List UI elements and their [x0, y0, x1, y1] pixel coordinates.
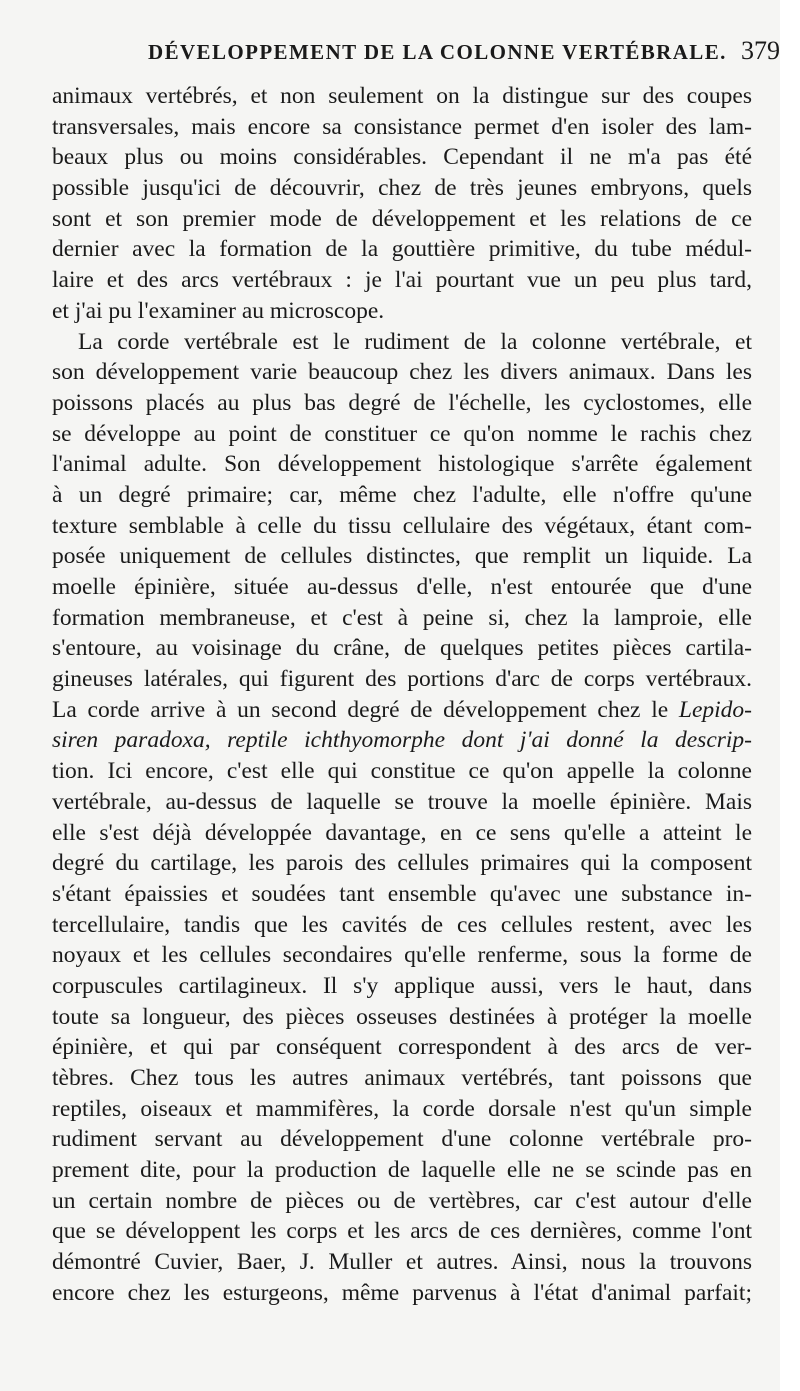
text-line: elle s'est déjà développée davantage, en ce sens qu'elle a atteint le: [52, 819, 752, 846]
text-line: et j'ai pu l'examiner au microscope.: [52, 297, 385, 324]
text-line: noyaux et les cellules secondaires qu'elle renferme, sous la forme de: [52, 942, 752, 969]
text-line: [52, 725, 752, 756]
italic-genus: siren: [52, 727, 99, 754]
body-text: [52, 81, 752, 1309]
text-line: texture semblable à celle du tissu cellulaire des végétaux, étant com-: [52, 512, 752, 539]
text-line: épinière, et qui par conséquent correspondent à des arcs de ver-: [52, 1034, 752, 1061]
text-line: un certain nombre de pièces ou de vertèbres, car c'est autour d'elle: [52, 1187, 752, 1214]
text-line: sont et son premier mode de développement et les relations de ce: [52, 205, 752, 232]
line-text: La corde arrive à un second degré de développement chez le: [52, 696, 679, 723]
text-line: posée uniquement de cellules distinctes, que remplit un liquide. La: [52, 543, 752, 570]
text-line: prement dite, pour la production de laquelle elle ne se scinde pas en: [52, 1157, 752, 1184]
text-line: [52, 695, 752, 726]
text-line: s'étant épaissies et soudées tant ensemble qu'avec une substance in-: [52, 880, 752, 907]
text-line: son développement varie beaucoup chez les divers animaux. Dans les: [52, 359, 752, 386]
running-title: DÉVELOPPEMENT DE LA COLONNE VERTÉBRALE.: [148, 40, 727, 64]
text-line: tercellulaire, tandis que les cavités de ces cellules restent, avec les: [52, 911, 752, 938]
text-line: degré du cartilage, les parois des cellules primaires qui la composent: [52, 850, 752, 877]
text-line: encore chez les esturgeons, même parvenus à l'état d'animal parfait;: [52, 1279, 752, 1306]
text-line: beaux plus ou moins considérables. Cependant il ne m'a pas été: [52, 144, 752, 171]
text-line: formation membraneuse, et c'est à peine si, chez la lamproie, elle: [52, 604, 752, 631]
text-line: La corde vertébrale est le rudiment de la colonne vertébrale, et: [78, 328, 752, 355]
running-header: [148, 36, 780, 76]
text-line: dernier avec la formation de la gouttière primitive, du tube médul-: [52, 236, 752, 263]
text-line: s'entoure, au voisinage du crâne, de quelques petites pièces cartila-: [52, 635, 752, 662]
text-line: démontré Cuvier, Baer, J. Muller et autres. Ainsi, nous la trouvons: [52, 1249, 752, 1276]
text-line: reptiles, oiseaux et mammifères, la corde dorsale n'est qu'un simple: [52, 1095, 752, 1122]
text-line: poissons placés au plus bas degré de l'échelle, les cyclostomes, elle: [52, 389, 752, 416]
text-line: moelle épinière, située au-dessus d'elle, n'est entourée que d'une: [52, 574, 752, 600]
text-line: transversales, mais encore sa consistance permet d'en isoler des lam-: [52, 113, 752, 140]
text-line: l'animal adulte. Son développement histologique s'arrête également: [52, 451, 752, 478]
italic-species-line-text: paradoxa, reptile ichthyomorphe dont j'ai donné la descrip-: [114, 727, 752, 754]
text-line: tion. Ici encore, c'est elle qui constitue ce qu'on appelle la colonne: [52, 758, 752, 785]
text-line: vertébrale, au-dessus de laquelle se trouve la moelle épinière. Mais: [52, 788, 752, 815]
text-line: toute sa longueur, des pièces osseuses destinées à protéger la moelle: [52, 1003, 752, 1030]
text-line: tèbres. Chez tous les autres animaux vertébrés, tant poissons que: [52, 1065, 752, 1091]
page-edge: [780, 0, 790, 1391]
text-line: gineuses latérales, qui figurent des portions d'arc de corps vertébraux.: [52, 666, 752, 693]
text-line: possible jusqu'ici de découvrir, chez de très jeunes embryons, quels: [52, 175, 752, 202]
text-line: corpuscules cartilagineux. Il s'y applique aussi, vers le haut, dans: [52, 972, 752, 999]
text-line: que se développent les corps et les arcs de ces dernières, comme l'ont: [52, 1218, 752, 1245]
italic-genus: Lepido-: [678, 696, 752, 723]
text-line: à un degré primaire; car, même chez l'adulte, elle n'offre qu'une: [52, 481, 752, 508]
text-line: rudiment servant au développement d'une colonne vertébrale pro-: [52, 1126, 752, 1153]
text-line: animaux vertébrés, et non seulement on la distingue sur des coupes: [52, 83, 752, 109]
page-number: 379: [741, 36, 780, 65]
text-line: se développe au point de constituer ce qu'on nomme le rachis chez: [52, 420, 752, 447]
text-line: laire et des arcs vertébraux : je l'ai pourtant vue un peu plus tard,: [52, 267, 752, 294]
